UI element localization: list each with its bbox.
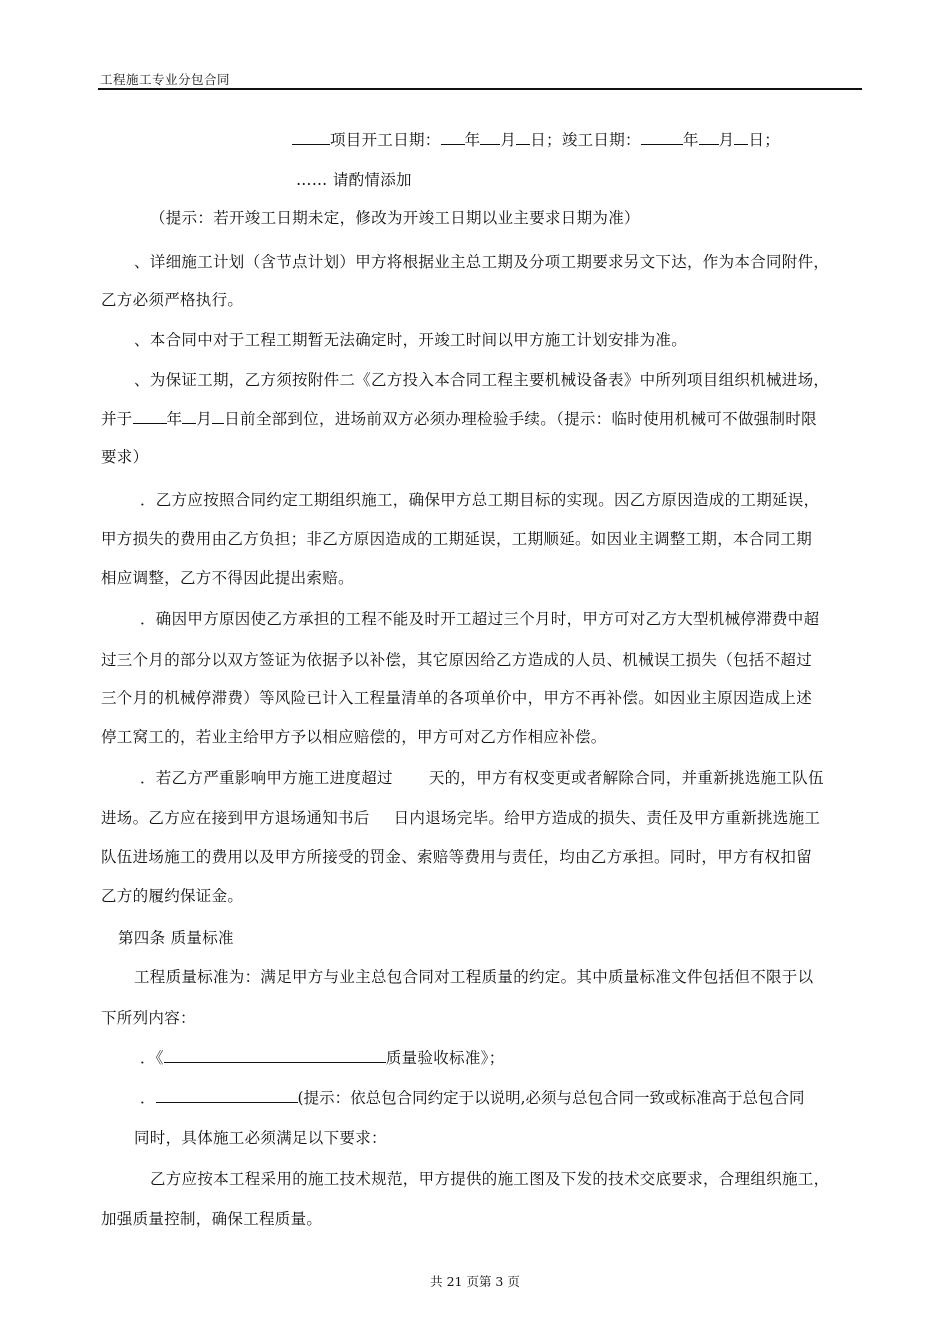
paragraph-line: 同时，具体施工必须满足以下要求： [134, 1129, 387, 1147]
paragraph-line: 加强质量控制，确保工程质量。 [101, 1210, 323, 1228]
header-divider [98, 88, 862, 90]
blank-field [212, 409, 224, 424]
paragraph-line: 停工窝工的，若业主给甲方予以相应赔偿的，甲方可对乙方作相应补偿。 [101, 728, 607, 746]
blank-field [480, 130, 500, 145]
blank-field [641, 130, 683, 145]
blank-field [133, 409, 167, 424]
blank-field [156, 1088, 298, 1103]
blank-field [292, 130, 330, 145]
paragraph-line: 队伍进场施工的费用以及甲方所接受的罚金、索赔等费用与责任，均由乙方承担。同时，甲方有权扣留 [101, 848, 813, 866]
paragraph-line: 并于 年 月 日前全部到位，进场前双方必须办理检验手续。（提示：临时使用机械可不做强制时限 [101, 410, 817, 428]
section-heading: 第四条 质量标准 [118, 929, 234, 947]
paragraph-line: 、为保证工期，乙方须按附件二《乙方投入本合同工程主要机械设备表》中所列项目组织机械进场， [134, 371, 830, 389]
blank-field [164, 1048, 386, 1063]
hint-line: （提示：若开竣工日期未定，修改为开竣工日期以业主要求日期为准） [150, 209, 640, 227]
paragraph-line: ．确因甲方原因使乙方承担的工程不能及时开工超过三个月时，甲方可对乙方大型机械停滞费中超 [140, 610, 820, 628]
paragraph-line: ．若乙方严重影响甲方施工进度超过 天的，甲方有权变更或者解除合同，并重新挑选施工队伍 [140, 769, 824, 787]
paragraph-line: 要求） [101, 448, 149, 466]
paragraph-line: ．乙方应按照合同约定工期组织施工，确保甲方总工期目标的实现。因乙方原因造成的工期延误， [140, 491, 820, 509]
paragraph-line: 乙方必须严格执行。 [101, 291, 244, 309]
list-item: ． (提示：依总包合同约定于以说明,必须与总包合同一致或标准高于总包合同 [140, 1089, 805, 1107]
list-item: ．《 质量验收标准》； [140, 1049, 505, 1067]
paragraph-line: 、本合同中对于工程工期暂无法确定时，开竣工时间以甲方施工计划安排为准。 [134, 331, 688, 349]
paragraph-line: 过三个月的部分以双方签证为依据予以补偿，其它原因给乙方造成的人员、机械误工损失（包括不超过 [101, 651, 813, 669]
blank-field [441, 130, 465, 145]
date-line: 项目开工日期： 年 月 日；竣工日期： 年 月 日； [292, 130, 780, 150]
paragraph-line: 工程质量标准为：满足甲方与业主总包合同对工程质量的约定。其中质量标准文件包括但不限于以 [134, 968, 814, 986]
paragraph-line: …… 请酌情添加 [296, 171, 412, 189]
blank-field [516, 130, 530, 145]
paragraph-line: 乙方的履约保证金。 [101, 887, 244, 905]
blank-field [734, 130, 748, 145]
paragraph-line: 、详细施工计划（含节点计划）甲方将根据业主总工期及分项工期要求另文下达，作为本合同附件， [134, 253, 830, 271]
blank-field [182, 409, 196, 424]
page-footer: 共 21 页第 3 页 [430, 1274, 520, 1289]
paragraph-line: 下所列内容： [101, 1009, 196, 1027]
paragraph-line: 甲方损失的费用由乙方负担；非乙方原因造成的工期延误，工期顺延。如因业主调整工期，本合同工期 [101, 530, 813, 548]
paragraph-line: 相应调整，乙方不得因此提出索赔。 [101, 569, 354, 587]
paragraph-line: 乙方应按本工程采用的施工技术规范，甲方提供的施工图及下发的技术交底要求，合理组织施工， [150, 1170, 830, 1188]
blank-field [699, 130, 719, 145]
paragraph-line: 三个月的机械停滞费）等风险已计入工程量清单的各项单价中，甲方不再补偿。如因业主原因造成上述 [101, 689, 813, 707]
running-header: 工程施工专业分包合同 [100, 72, 231, 87]
paragraph-line: 进场。乙方应在接到甲方退场通知书后 日内退场完毕。给甲方造成的损失、责任及甲方重新挑选施工 [101, 809, 821, 827]
